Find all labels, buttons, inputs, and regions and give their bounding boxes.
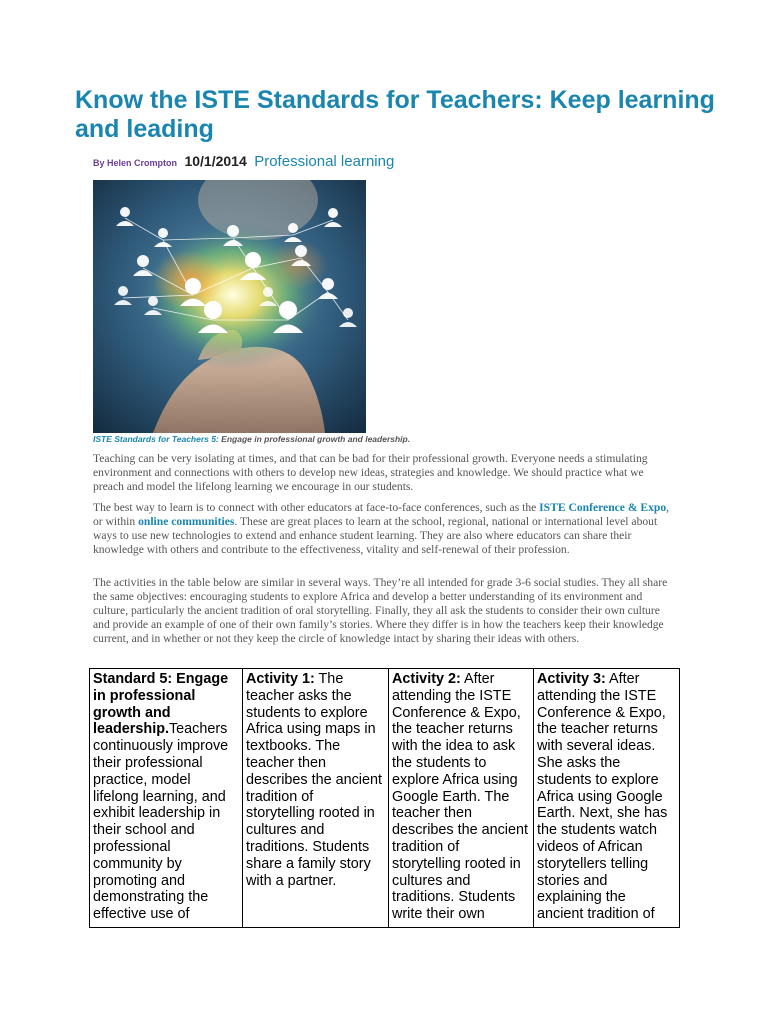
standard-text: Teachers continuously improve their professional practice, model lifelong learning, and exhibit leadership in their school and professional community by promoting and demonstrating the effective use of — [93, 721, 229, 923]
article-title: Know the ISTE Standards for Teachers: Keep learning and leading — [75, 86, 715, 143]
paragraph-conferences — [93, 501, 676, 557]
activity-1-text: The teacher asks the students to explore Africa using maps in textbooks. The teacher then describes the ancient tradition of storytelling rooted in cultures and traditions. Students share a family story with a partner. — [246, 671, 382, 889]
p2-text-a: The best way to learn is to connect with other educators at face-to-face conferences, such as the — [93, 501, 540, 514]
paragraph-activities: The activities in the table below are similar in several ways. They’re all intended for grade 3-6 social studies. They all share the same objectives: encouraging students to explore Africa and develop a better understanding of its environment and culture, particularly the ancient tradition of oral storytelling. Finally, they all ask the students to consider their own culture and provide an example of one of their own family’s stories. Where they differ is in how the teachers keep their knowledge current, and in whether or not they keep the circle of knowledge intact by sharing their ideas with others. — [93, 576, 668, 645]
paragraph-intro: Teaching can be very isolating at times, and that can be bad for their professional growth. Everyone needs a stimulating environment and connections with others to develop new ideas, strategies and knowledge. We should practice what we preach and model the lifelong learning we encourage in our students. — [93, 452, 648, 493]
activities-table — [89, 668, 680, 928]
category-link[interactable]: Professional learning — [254, 153, 395, 170]
iste-conference-link[interactable]: ISTE Conference & Expo — [539, 501, 667, 514]
p2-text-c: . These are great places to learn at the school, regional, national or international level about ways to use new technologies to extend and enhance student learning. They are also where educators can share their knowledge with others and contribute to the effectiveness, vitality and self-renewal of their profession. — [93, 515, 658, 556]
activity-1-heading: Activity 1: — [246, 671, 315, 687]
image-caption — [93, 434, 410, 444]
standard-heading: Standard 5: Engage in professional growth and leadership. — [93, 671, 229, 738]
network-hand-illustration — [93, 180, 366, 433]
publish-date: 10/1/2014 — [184, 153, 247, 169]
activity-2-heading: Activity 2: — [392, 671, 461, 687]
online-communities-link[interactable]: online communities — [138, 515, 235, 528]
table-row — [90, 669, 680, 928]
standard-cell — [90, 669, 243, 928]
activity-3-cell — [534, 669, 680, 928]
byline — [93, 153, 394, 171]
hero-image — [93, 180, 366, 433]
activity-2-cell — [389, 669, 534, 928]
activity-3-heading: Activity 3: — [537, 671, 606, 687]
author-name[interactable]: By Helen Crompton — [93, 158, 178, 168]
caption-standard-link[interactable]: ISTE Standards for Teachers 5: — [93, 434, 219, 444]
p2-text-b: , or within — [93, 501, 670, 528]
activity-2-text: After attending the ISTE Conference & Expo, the teacher returns with the idea to ask the students to explore Africa using Google Earth. The teacher then describes the ancient tradition of storytelling rooted in cultures and traditions. Students write their own — [392, 671, 528, 923]
caption-text: Engage in professional growth and leadership. — [218, 434, 411, 444]
activity-1-cell — [243, 669, 389, 928]
activity-3-text: After attending the ISTE Conference & Expo, the teacher returns with several ideas. She asks the students to explore Africa using Google Earth. Next, she has the students watch videos of African storytellers telling stories and explaining the ancient tradition of — [537, 671, 668, 923]
